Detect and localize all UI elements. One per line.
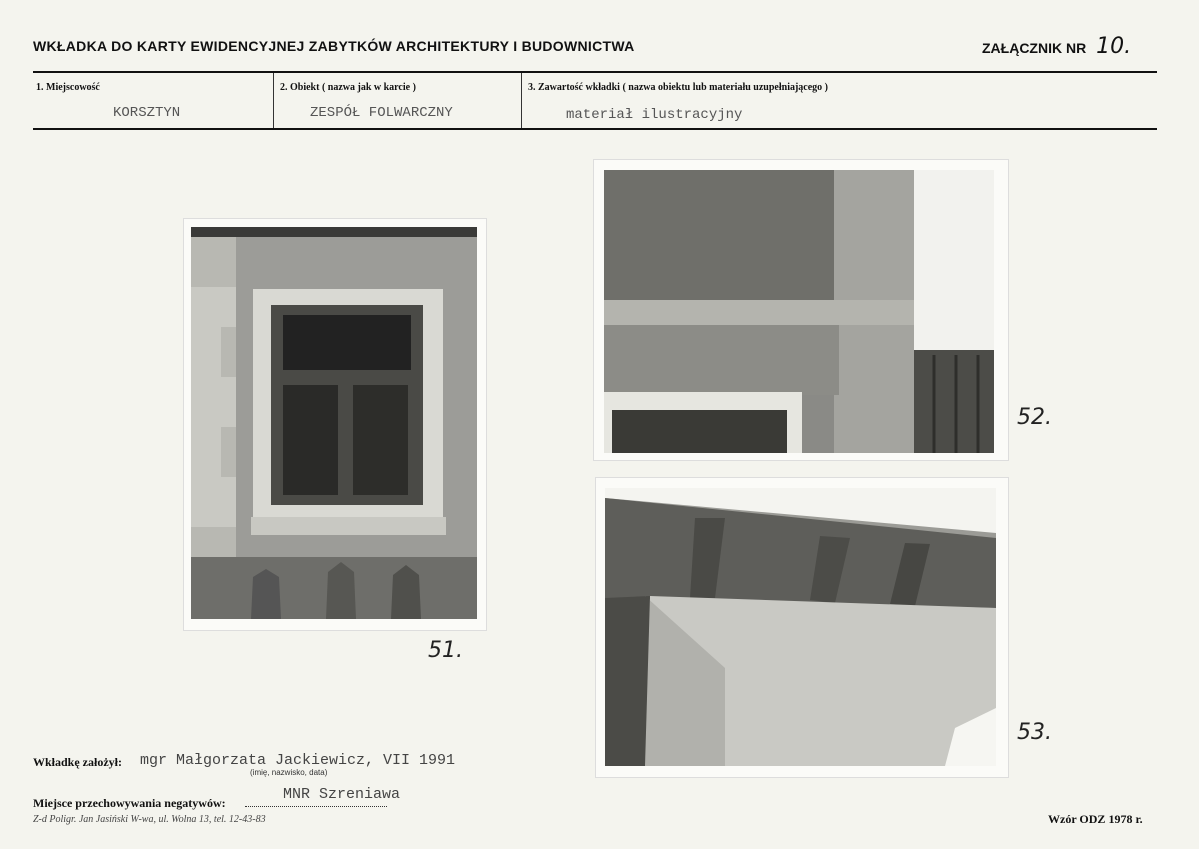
photo-frame-53 xyxy=(596,478,1008,777)
created-by-hint: (imię, nazwisko, data) xyxy=(250,768,328,777)
annex-number: 10. xyxy=(1096,34,1132,59)
storage-label: Miejsce przechowywania negatywów: xyxy=(33,796,226,810)
field-divider-1 xyxy=(273,73,274,128)
photo-frame-52 xyxy=(594,160,1008,460)
photo-frame-51 xyxy=(184,219,486,630)
photo-window xyxy=(191,227,477,619)
field-divider-2 xyxy=(521,73,522,128)
form-model: Wzór ODZ 1978 r. xyxy=(1048,812,1143,826)
storage-dotted-line xyxy=(245,806,387,807)
locality-value: KORSZTYN xyxy=(113,105,181,121)
photo-eaves xyxy=(605,488,996,766)
printer-note: Z-d Poligr. Jan Jasiński W-wa, ul. Wolna 13, tel. 12-43-83 xyxy=(33,814,266,825)
photo-caption-53: 53. xyxy=(1017,720,1052,745)
created-by-label: Wkładkę założył: xyxy=(33,755,122,769)
object-value: ZESPÓŁ FOLWARCZNY xyxy=(310,105,453,121)
photo-wall-corner xyxy=(604,170,994,453)
form-title: WKŁADKA DO KARTY EWIDENCYJNEJ ZABYTKÓW ARCHITEKTURY I BUDOWNICTWA xyxy=(33,38,635,54)
created-by-value: mgr Małgorzata Jackiewicz, VII 1991 xyxy=(140,752,456,769)
annex xyxy=(982,34,1131,59)
storage-value: MNR Szreniawa xyxy=(283,786,401,803)
content-value: materiał ilustracyjny xyxy=(566,107,743,123)
top-rule xyxy=(33,71,1157,73)
annex-label: ZAŁĄCZNIK NR xyxy=(982,40,1087,56)
content-label: 3. Zawartość wkładki ( nazwa obiektu lub materiału uzupełniającego ) xyxy=(528,82,829,93)
object-label: 2. Obiekt ( nazwa jak w karcie ) xyxy=(280,82,416,93)
bottom-rule xyxy=(33,128,1157,130)
photo-caption-51: 51. xyxy=(428,638,463,663)
photo-caption-52: 52. xyxy=(1017,405,1052,430)
locality-label: 1. Miejscowość xyxy=(36,82,100,93)
